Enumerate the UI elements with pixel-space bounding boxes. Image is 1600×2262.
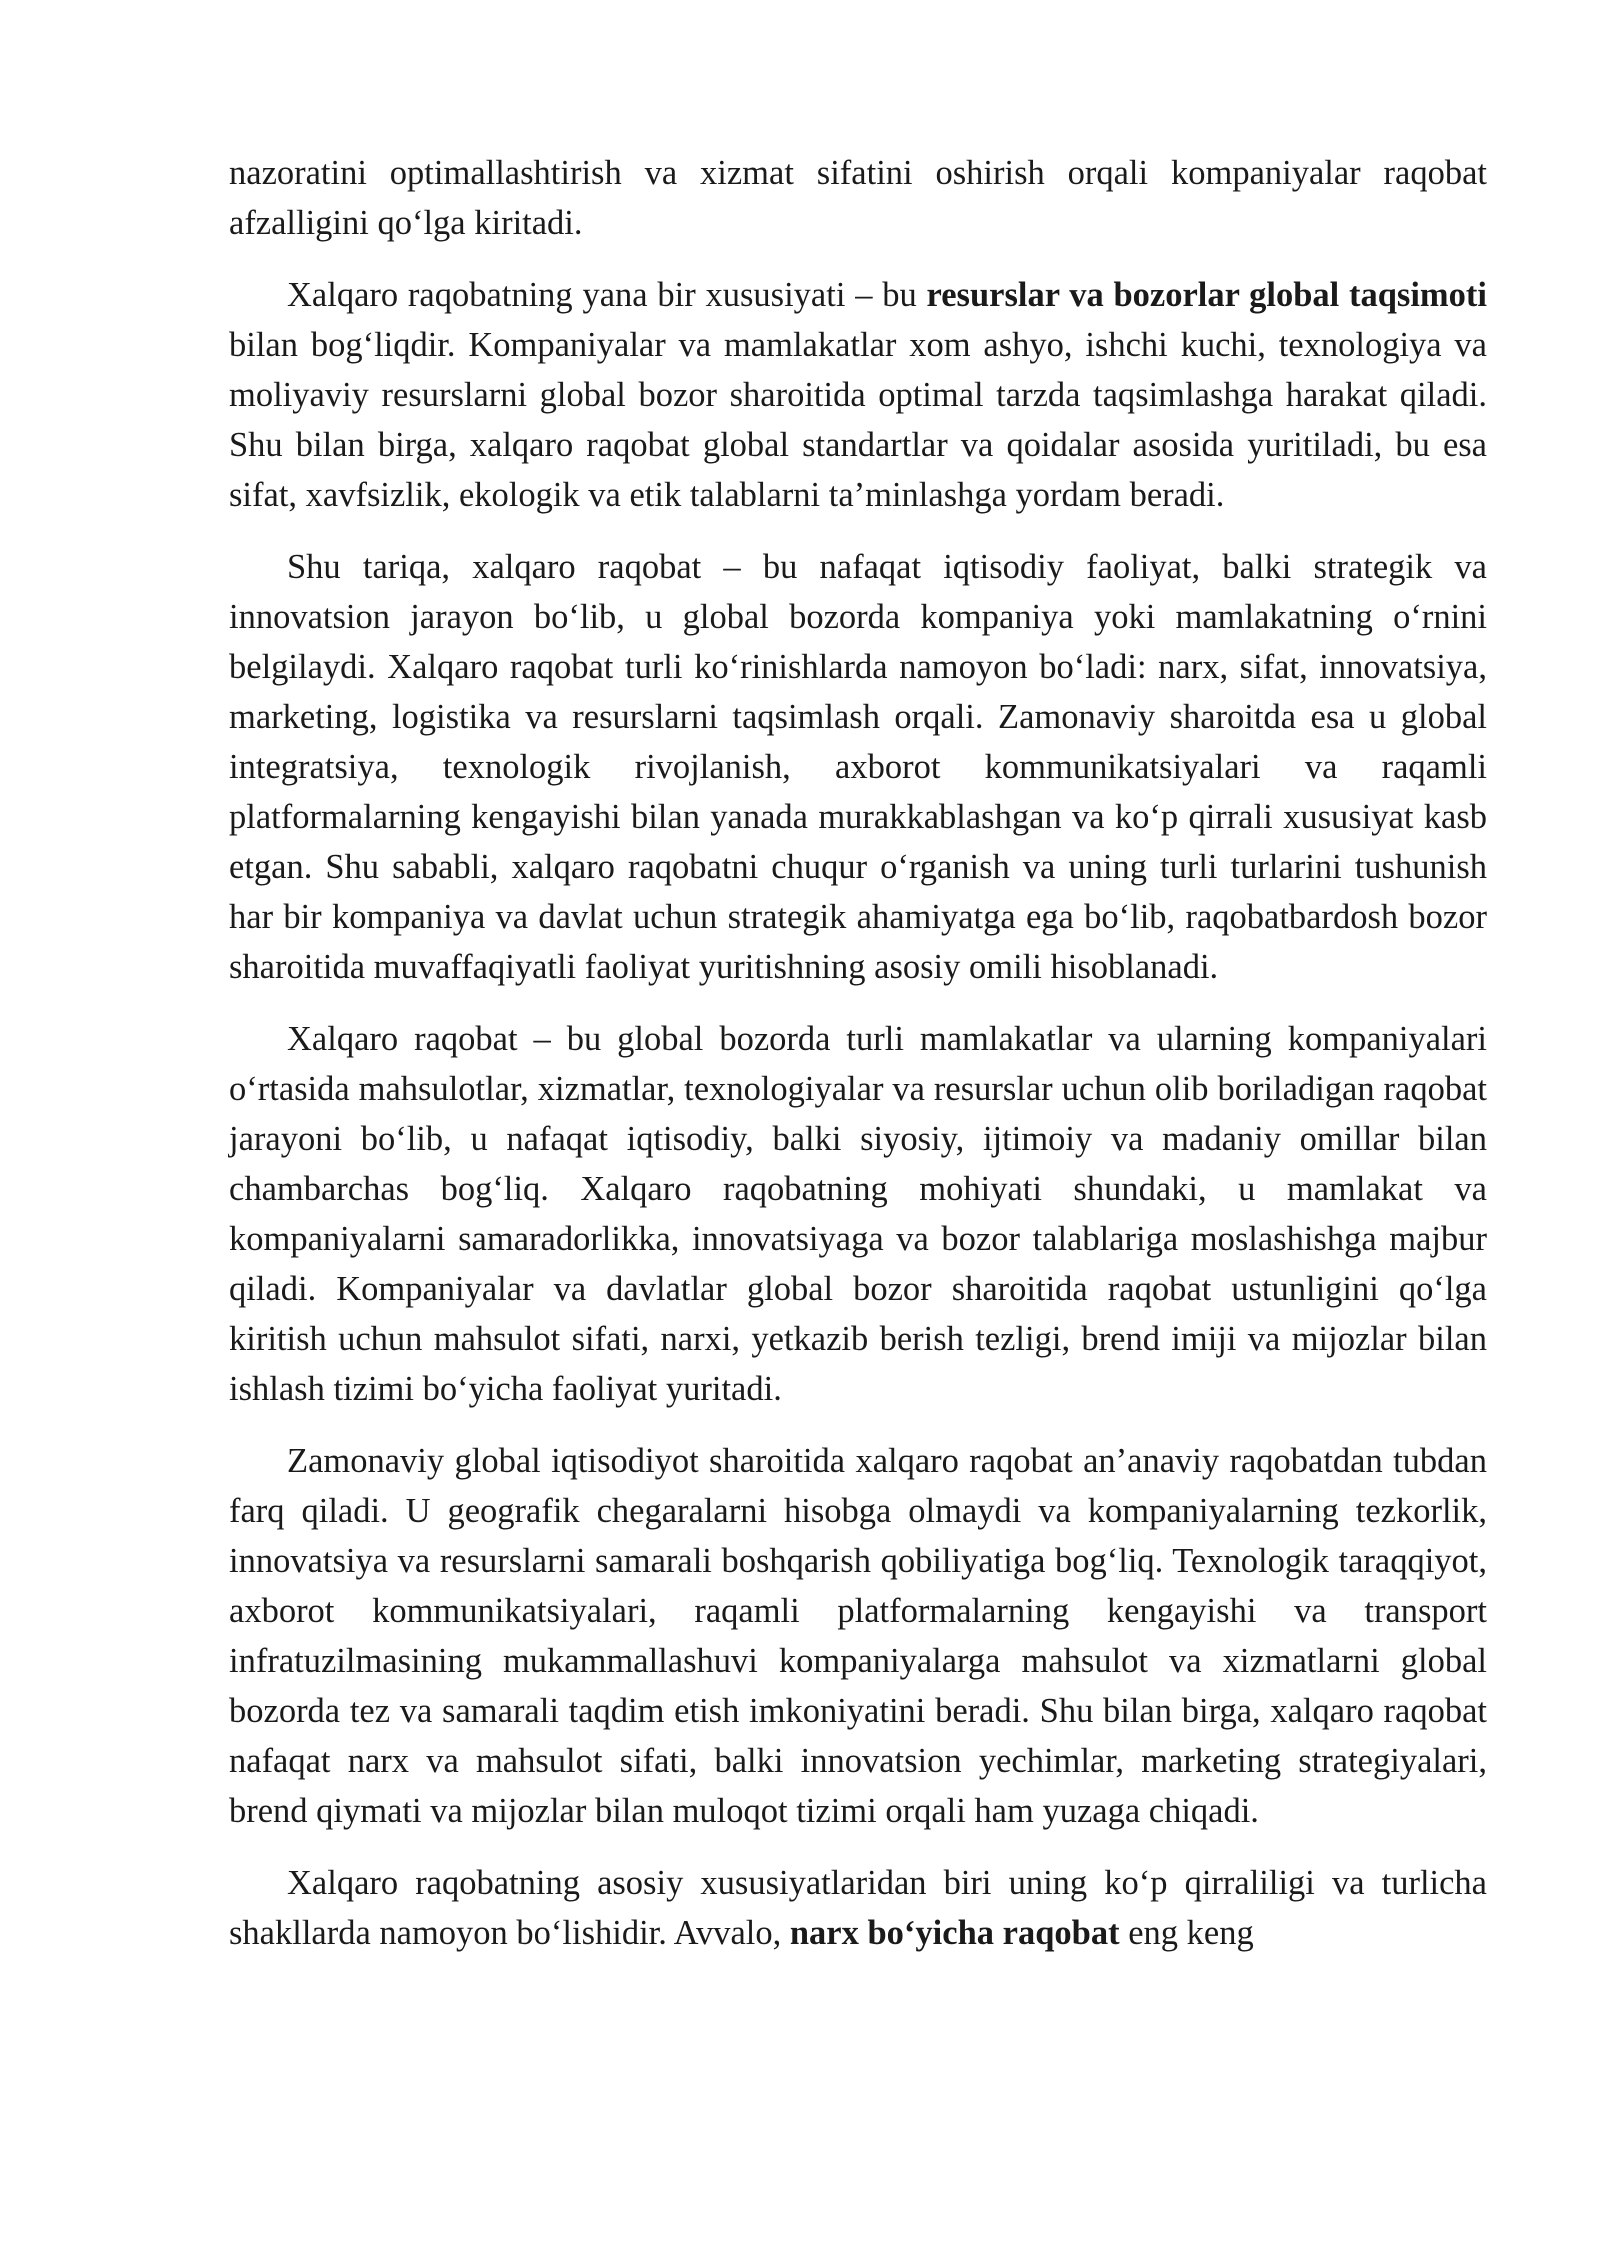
paragraph-2: [229, 270, 1487, 520]
paragraph-5-text: Zamonaviy global iqtisodiyot sharoitida xalqaro raqobat an’anaviy raqobatdan tubdan farq qiladi. U geografik chegaralarni hisobga olmaydi va kompaniyalarning tezkorlik, innovatsiya va resurslarni samarali boshqarish qobiliyatiga bog‘liq. Texnologik taraqqiyot, axborot kommunikatsiyalari, raqamli platformalarning kengayishi va transport infratuzilmasining mukammallashuvi kompaniyalarga mahsulot va xizmatlarni global bozorda tez va samarali taqdim etish imkoniyatini beradi. Shu bilan birga, xalqaro raqobat nafaqat narx va mahsulot sifati, balki innovatsion yechimlar, marketing strategiyalari, brend qiymati va mijozlar bilan muloqot tizimi orqali ham yuzaga chiqadi.: [229, 1442, 1487, 1830]
paragraph-6-bold-term: narx bo‘yicha raqobat: [789, 1914, 1120, 1952]
paragraph-5: [229, 1436, 1487, 1836]
paragraph-2-bold-term: resurslar va bozorlar global taqsimoti: [926, 276, 1487, 314]
body-text: [229, 148, 1487, 1980]
paragraph-4-text: Xalqaro raqobat – bu global bozorda turli mamlakatlar va ularning kompaniyalari o‘rtasida mahsulotlar, xizmatlar, texnologiyalar va resurslar uchun olib boriladigan raqobat jarayoni bo‘lib, u nafaqat iqtisodiy, balki siyosiy, ijtimoiy va madaniy omillar bilan chambarchas bog‘liq. Xalqaro raqobatning mohiyati shundaki, u mamlakat va kompaniyalarni samaradorlikka, innovatsiyaga va bozor talablariga moslashishga majbur qiladi. Kompaniyalar va davlatlar global bozor sharoitida raqobat ustunligini qo‘lga kiritish uchun mahsulot sifati, narxi, yetkazib berish tezligi, brend imiji va mijozlar bilan ishlash tizimi bo‘yicha faoliyat yuritadi.: [229, 1020, 1487, 1408]
paragraph-6: [229, 1858, 1487, 1958]
paragraph-1-text: nazoratini optimallashtirish va xizmat sifatini oshirish orqali kompaniyalar raqobat afzalligini qo‘lga kiritadi.: [229, 154, 1487, 242]
paragraph-2-text-b: bilan bog‘liqdir. Kompaniyalar va mamlakatlar xom ashyo, ishchi kuchi, texnologiya va moliyaviy resurslarni global bozor sharoitida optimal tarzda taqsimlashga harakat qiladi. Shu bilan birga, xalqaro raqobat global standartlar va qoidalar asosida yuritiladi, bu esa sifat, xavfsizlik, ekologik va etik talablarni ta’minlashga yordam beradi.: [229, 326, 1487, 514]
paragraph-6-text-a: Xalqaro raqobatning asosiy xususiyatlaridan biri uning ko‘p qirraliligi va turlicha shakllarda namoyon bo‘lishidir. Avvalo,: [229, 1864, 1487, 1952]
paragraph-4: [229, 1014, 1487, 1414]
paragraph-1: [229, 148, 1487, 248]
paragraph-3: [229, 542, 1487, 992]
paragraph-6-text-b: eng keng: [1119, 1914, 1254, 1952]
paragraph-2-text-a: Xalqaro raqobatning yana bir xususiyati – bu: [287, 276, 927, 314]
paragraph-3-text: Shu tariqa, xalqaro raqobat – bu nafaqat iqtisodiy faoliyat, balki strategik va innovatsion jarayon bo‘lib, u global bozorda kompaniya yoki mamlakatning o‘rnini belgilaydi. Xalqaro raqobat turli ko‘rinishlarda namoyon bo‘ladi: narx, sifat, innovatsiya, marketing, logistika va resurslarni taqsimlash orqali. Zamonaviy sharoitda esa u global integratsiya, texnologik rivojlanish, axborot kommunikatsiyalari va raqamli platformalarning kengayishi bilan yanada murakkablashgan va ko‘p qirrali xususiyat kasb etgan. Shu sababli, xalqaro raqobatni chuqur o‘rganish va uning turli turlarini tushunish har bir kompaniya va davlat uchun strategik ahamiyatga ega bo‘lib, raqobatbardosh bozor sharoitida muvaffaqiyatli faoliyat yuritishning asosiy omili hisoblanadi.: [229, 548, 1487, 986]
